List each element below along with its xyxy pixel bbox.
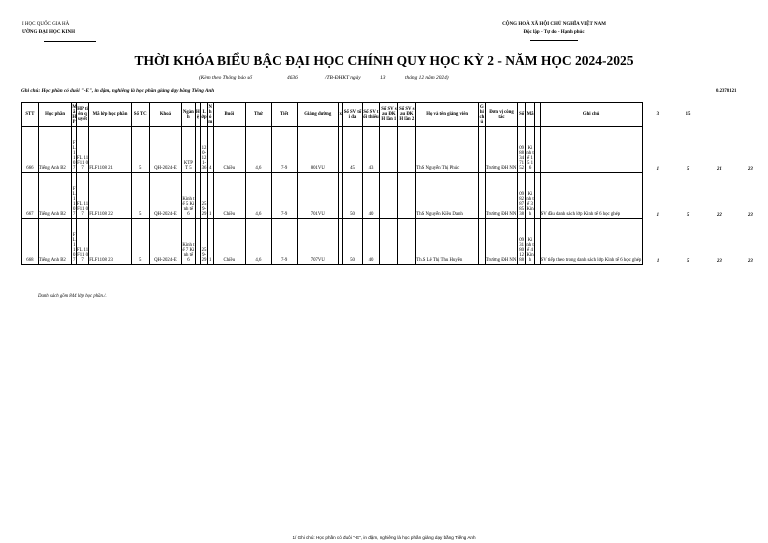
page-title: THỜI KHÓA BIỂU BẬC ĐẠI HỌC CHÍNH QUY HỌC KỲ 2 - NĂM HỌC 2024-2025: [134, 53, 634, 68]
cell-empty: [398, 173, 416, 219]
cell-v1: 1: [656, 258, 660, 264]
col-thu: Thứ: [246, 103, 272, 127]
col-stt: STT: [22, 103, 39, 127]
cell-ma-lop: FLF1108 22: [89, 173, 132, 219]
cell-v4: 23: [747, 258, 753, 264]
cell-giang-vien: ThS Nguyễn Thị Phúc: [416, 127, 479, 173]
cell-nhom: 1: [207, 173, 213, 219]
cell-ma-b: Ki nh tế 4 Kinh: [526, 219, 535, 265]
cell-nhom: 1: [207, 219, 213, 265]
cell-tiet: 7-9: [271, 127, 297, 173]
cell-khoa: QH-2024-E: [149, 127, 181, 173]
cell-giang-duong: 701VU: [297, 173, 338, 219]
col-giang-vien: Họ và tên giảng viên: [416, 103, 479, 127]
cell-ma-hp: F L 1 1 0 7: [72, 219, 76, 265]
cell-giang-vien: Th.S Lê Thị Thu Huyền: [416, 219, 479, 265]
table-row: [22, 127, 765, 173]
table-row: [22, 219, 765, 265]
col-so-sv-dkh1: Số SV sau ĐKH lần 1: [380, 103, 398, 127]
cell-v3: 22: [716, 212, 722, 218]
cell-khoa: QH-2024-E: [149, 219, 181, 265]
cell-thu: 4,6: [246, 127, 272, 173]
col-khoa: Khoá: [149, 103, 181, 127]
col-don-vi: Đơn vị công tác: [485, 103, 517, 127]
cell-ma-a: 09 31 80 12 88: [518, 219, 526, 265]
cell-hoc-phan: Tiếng Anh B2: [38, 127, 72, 173]
header-right-rule: [530, 40, 578, 41]
cell-ma-b: Ki nh tế 3 Kinh: [526, 173, 535, 219]
cell-ma-a: 09 88 34 71 52: [518, 127, 526, 173]
motto: Độc lập - Tự do - Hạnh phúc: [523, 30, 585, 35]
col-hoc-phan: Học phần: [38, 103, 72, 127]
cell-so-tc: 5: [131, 219, 149, 265]
cell-lop: 12 0- 12 1- 36: [201, 127, 208, 173]
cell-empty: [479, 219, 486, 265]
cell-empty: [380, 219, 398, 265]
cell-so-sv-toi-thieu: 40: [362, 173, 380, 219]
cell-ma-b: Ki nh tế 1 5 1 6: [526, 127, 535, 173]
cell-v2: 5: [686, 166, 690, 172]
cell-stt: 666: [22, 127, 39, 173]
col-extra-2: 15: [685, 112, 691, 117]
cell-v4: 23: [747, 212, 753, 218]
cell-nganh: Kinh tế 5 Kinh tế 6: [182, 173, 195, 219]
cell-nganh: Kinh tế 7 Kinh tế 6: [182, 219, 195, 265]
col-hp-tien-quyet: HP tiên quyết: [76, 103, 88, 127]
subtitle-day: 13: [380, 75, 386, 81]
note: Ghi chú: Học phần có đuôi "-E", in đậm, nghiêng là học phần giảng dạy bằng Tiếng Anh: [21, 88, 215, 94]
col-ghi-chu: Ghi chú: [540, 103, 642, 127]
cell-nganh: KTP T 5: [182, 127, 195, 173]
footer-note: 1/ Ghi chú: Học phần có đuôi "-E", in đậm, nghiêng là học phần giảng dạy bằng Tiếng Anh: [292, 535, 476, 540]
col-extra-1: 3: [656, 112, 659, 117]
cell-v1: 1: [656, 212, 659, 218]
cell-ghi-chu: SV tiếp theo trong danh sách lớp Kinh tế 6 học ghép: [540, 219, 642, 265]
cell-so-sv-toi-da: 50: [343, 173, 362, 219]
cell-stt: 667: [22, 173, 39, 219]
cell-tiet: 7-9: [271, 219, 297, 265]
col-x: x: [338, 103, 342, 127]
cell-v3: 21: [716, 166, 722, 172]
cell-lop: 25 9- 29: [201, 173, 208, 219]
cell-hp-tien-quyet: FL 11 F11 07: [76, 173, 88, 219]
cell-giang-vien: ThS Nguyễn Kiều Danh: [416, 173, 479, 219]
cell-buoi: Chiều: [213, 219, 245, 265]
col-extra-4: [736, 103, 764, 127]
cell-v4: 23: [747, 166, 753, 172]
col-so-sv-dkh2: Số SV sau ĐKH lần 2: [398, 103, 416, 127]
subtitle-part1: (Kèm theo Thông báo số: [199, 75, 253, 81]
cell-thu: 4,6: [246, 219, 272, 265]
cell-don-vi: Trường ĐH NN: [485, 127, 517, 173]
col-nhom: Nhóm: [208, 104, 213, 125]
cell-v3: 23: [716, 258, 722, 264]
cell-stt: 668: [22, 219, 39, 265]
cell-empty: [380, 173, 398, 219]
col-lop: Lớp: [201, 103, 208, 127]
cell-ma-lop: FLF1108 21: [89, 127, 132, 173]
cell-empty: [398, 127, 416, 173]
nation-title: CỘNG HOÀ XÃ HỘI CHỦ NGHĨA VIỆT NAM: [502, 22, 606, 27]
subtitle-number: 4636: [287, 75, 298, 81]
cell-thu: 4,6: [246, 173, 272, 219]
cell-empty: [380, 127, 398, 173]
cell-khoa: QH-2024-E: [149, 173, 181, 219]
timetable: [21, 102, 765, 265]
cell-so-tc: 5: [131, 173, 149, 219]
cell-nhom: 4: [207, 127, 213, 173]
cell-ma-lop: FLF1108 23: [89, 219, 132, 265]
col-ma-a: Số: [518, 103, 526, 127]
col-he: Hệ: [195, 103, 201, 127]
cell-so-sv-toi-thieu: 43: [362, 127, 380, 173]
university-name: I HỌC QUỐC GIA HÀ: [22, 22, 70, 27]
col-ma-hp: Mã HP: [72, 104, 77, 125]
cell-empty: [479, 173, 486, 219]
col-extra-3: [703, 103, 737, 127]
col-nganh: Ngành: [182, 103, 195, 127]
col-giang-duong: Giảng đường: [297, 103, 338, 127]
school-name: ƯỜNG ĐẠI HỌC KINH: [22, 30, 76, 35]
col-so-tc: Số TC: [131, 103, 149, 127]
col-tiet: Tiết: [271, 103, 297, 127]
cell-so-tc: 5: [131, 127, 149, 173]
cell-empty: [479, 127, 486, 173]
cell-lop: 25 9- 29: [201, 219, 208, 265]
cell-hp-tien-quyet: FL 11 F11 07: [76, 219, 88, 265]
table-row: [22, 173, 765, 219]
cell-giang-duong: 707VU: [297, 219, 338, 265]
cell-so-sv-toi-da: 50: [343, 219, 362, 265]
cell-tiet: 7-9: [271, 173, 297, 219]
cell-so-sv-toi-thieu: 40: [362, 219, 380, 265]
subtitle-part3: tháng 12 năm 2024): [405, 75, 449, 81]
subtitle-part2: /TB-ĐHKT ngày: [325, 75, 361, 81]
cell-ma-a: 09 82 87 85 38: [518, 173, 526, 219]
cell-ma-hp: F L 1 1 0 7: [72, 127, 76, 173]
col-ghi-gv: Ghi chú: [479, 104, 485, 125]
list-count: Danh sách gồm 844 lớp học phần./.: [38, 294, 107, 299]
col-ma-lop: Mã lớp học phần: [89, 103, 132, 127]
cell-ma-hp: F L 1 1 0 7: [72, 173, 76, 219]
cell-hoc-phan: Tiếng Anh B2: [38, 219, 72, 265]
cell-don-vi: Trường ĐH NN: [485, 173, 517, 219]
cell-ghi-chu: SV đầu danh sách lớp Kinh tế 6 học ghép: [540, 173, 642, 219]
cell-buoi: Chiều: [213, 173, 245, 219]
cell-hp-tien-quyet: FL 11 F11 07: [76, 127, 88, 173]
col-ma-b: Mã: [526, 103, 535, 127]
col-so-sv-toi-da: Số SV tối đa: [343, 103, 362, 127]
cell-don-vi: Trường ĐH NN: [485, 219, 517, 265]
ratio-value: 0.2378121: [716, 89, 737, 94]
col-buoi: Buổi: [213, 103, 245, 127]
cell-v2: 5: [686, 212, 690, 218]
cell-v1: 1: [656, 166, 659, 172]
col-so-sv-toi-thieu: Số SV tối thiểu: [362, 103, 380, 127]
cell-ghi-chu: [540, 127, 642, 173]
cell-giang-duong: 801VU: [297, 127, 338, 173]
table-header-row: [22, 103, 765, 127]
cell-v2: 5: [686, 258, 690, 264]
cell-so-sv-toi-da: 45: [343, 127, 362, 173]
cell-hoc-phan: Tiếng Anh B2: [38, 173, 72, 219]
header-left-rule: [44, 41, 96, 42]
cell-buoi: Chiều: [213, 127, 245, 173]
cell-empty: [398, 219, 416, 265]
